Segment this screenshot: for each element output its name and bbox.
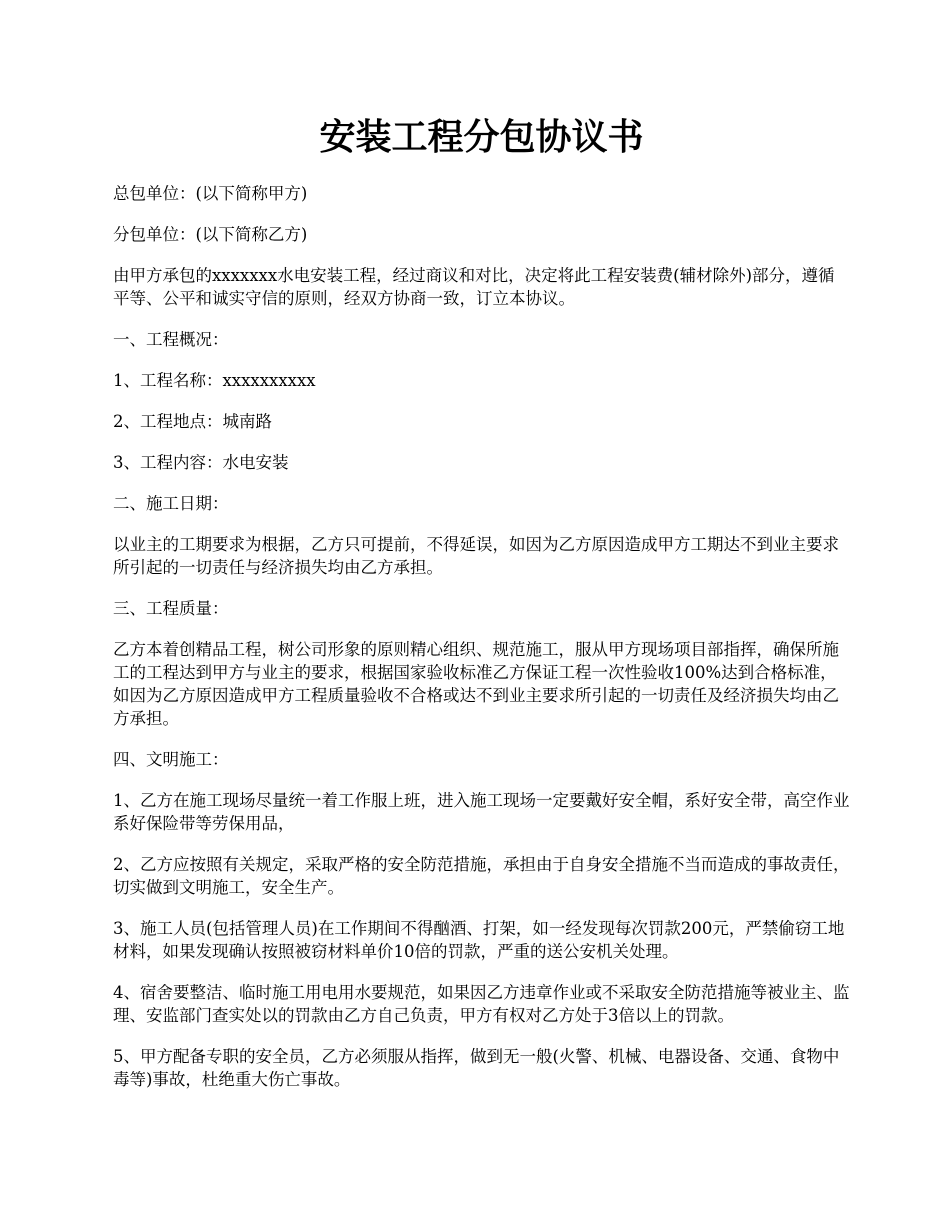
intro-paragraph: 由甲方承包的xxxxxxx水电安装工程，经过商议和对比，决定将此工程安装费(辅材除外)部分，遵循平等、公平和诚实守信的原则，经双方协商一致，订立本协议。 (113, 266, 835, 308)
civilized-item-4: 4、宿舍要整洁、临时施工用电用水要规范，如果因乙方违章作业或不采取安全防范措施等被业主、监理、安监部门查实处以的罚款由乙方自己负责，甲方有权对乙方处于3倍以上的罚款。 (113, 983, 850, 1025)
quality-paragraph: 乙方本着创精品工程，树公司形象的原则精心组织、规范施工，服从甲方现场项目部指挥，确保所施工的工程达到甲方与业主的要求，根据国家验收标准乙方保证工程一次性验收100%达到合格标准，如因为乙方原因造成甲方工程质量验收不合格或达不到业主要求所引起的一切责任及经济损失均由乙方承担。 (113, 640, 839, 728)
civilized-item-3: 3、施工人员(包括管理人员)在工作期间不得酗酒、打架，如一经发现每次罚款200元，严禁偷窃工地材料，如果发现确认按照被窃材料单价10倍的罚款，严重的送公安机关处理。 (113, 919, 845, 961)
section-heading-schedule: 二、施工日期： (113, 494, 229, 513)
project-content-line: 3、工程内容：水电安装 (113, 453, 289, 472)
project-location-line: 2、工程地点：城南路 (113, 412, 272, 431)
civilized-item-2: 2、乙方应按照有关规定，采取严格的安全防范措施，承担由于自身安全措施不当而造成的事故责任，切实做到文明施工，安全生产。 (113, 855, 850, 897)
document-title: 安装工程分包协议书 (319, 116, 644, 158)
civilized-item-5: 5、甲方配备专职的安全员，乙方必须服从指挥，做到无一般(火警、机械、电器设备、交通、食物中毒等)事故，杜绝重大伤亡事故。 (113, 1047, 840, 1089)
civilized-item-1: 1、乙方在施工现场尽量统一着工作服上班，进入施工现场一定要戴好安全帽，系好安全带，高空作业系好保险带等劳保用品， (113, 791, 850, 833)
section-heading-civilized-construction: 四、文明施工： (113, 750, 229, 769)
contractor-line: 总包单位：(以下简称甲方) (113, 184, 308, 203)
section-heading-overview: 一、工程概况： (113, 330, 229, 349)
project-name-line: 1、工程名称：xxxxxxxxxx (113, 371, 316, 390)
section-heading-quality: 三、工程质量： (113, 599, 229, 618)
schedule-paragraph: 以业主的工期要求为根据，乙方只可提前，不得延误，如因为乙方原因造成甲方工期达不到业主要求所引起的一切责任与经济损失均由乙方承担。 (113, 535, 839, 577)
subcontractor-line: 分包单位：(以下简称乙方) (113, 225, 308, 244)
